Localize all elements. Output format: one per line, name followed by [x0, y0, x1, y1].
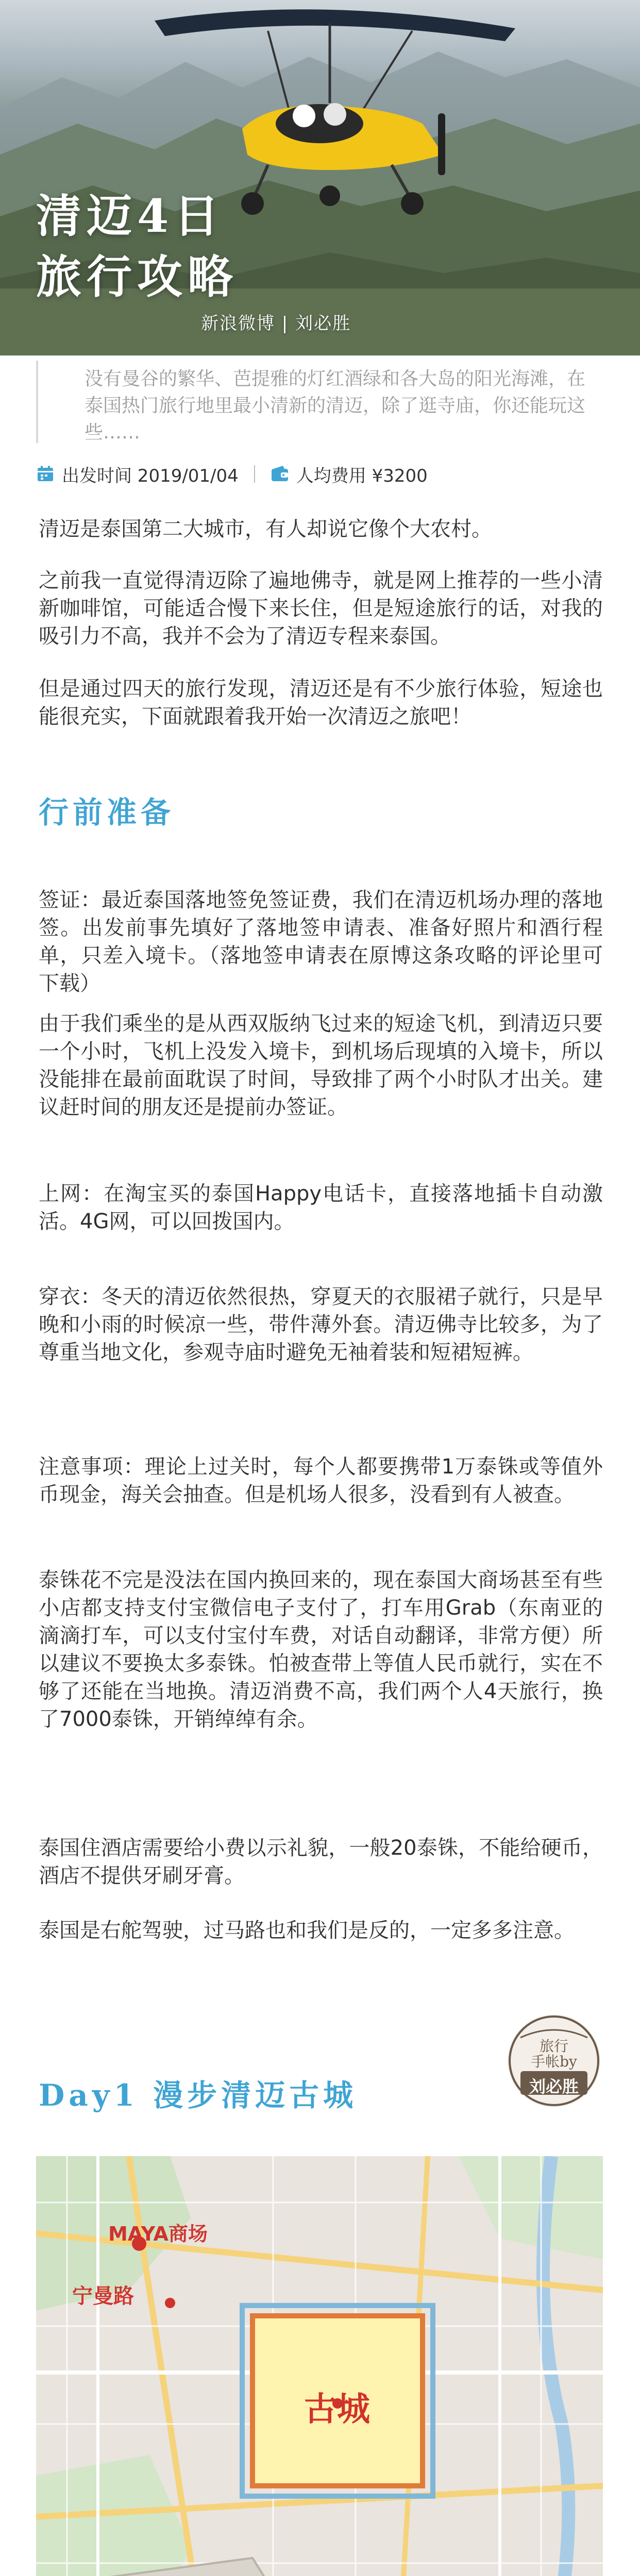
paragraph: 泰国住酒店需要给小费以示礼貌，一般20泰铢，不能给硬币，酒店不提供牙刷牙膏。: [39, 1836, 603, 1888]
departure-label: 出发时间 2019/01/04: [62, 465, 239, 486]
paragraph: 但是通过四天的旅行发现，清迈还是有不少旅行体验，短途也能很充实，下面就跟着我开始一次清迈之旅吧！: [39, 677, 603, 728]
stamp-line1: 旅行: [539, 2038, 568, 2055]
paragraph: 之前我一直觉得清迈除了遍地佛寺，就是网上推荐的一些小清新咖啡馆，可能适合慢下来长住，但是短途旅行的话，对我的吸引力不高，我并不会为了清迈专程来泰国。: [39, 569, 603, 648]
section-heading-day1: Day1 漫步清迈古城: [39, 2078, 358, 2113]
map-label-nimman: 宁曼路: [72, 2284, 134, 2308]
cost-info: [271, 462, 428, 487]
hero-title: [36, 185, 238, 307]
paragraph: 签证：最近泰国落地签免签证费，我们在清迈机场办理的落地签。出发前事先填好了落地签申请表、准备好照片和酒行程单，只差入境卡。（落地签申请表在原博这条攻略的评论里可下载）: [39, 888, 603, 995]
calendar-icon: [36, 465, 55, 483]
paragraph: 由于我们乘坐的是从西双版纳飞过来的短途飞机，到清迈只要一个小时，飞机上没发入境卡，到机场后现填的入境卡，所以没能排在最前面耽误了时间，导致排了两个小时队才出关。建议赶时间的朋友还是提前办签证。: [39, 1012, 603, 1119]
map-label-old-city: 古城: [304, 2391, 370, 2429]
hero-title-line1: 清迈4日: [36, 189, 225, 243]
paragraph: 泰铢花不完是没法在国内换回来的，现在泰国大商场甚至有些小店都支持支付宝微信电子支付了，打车用Grab（东南亚的滴滴打车，可以支付宝付车费，对话自动翻译，非常方便）所以建议不要换太多泰铢。怕被查带上等值人民币就行，实在不够了还能在当地换。清迈消费不高，我们两个人4天旅行，换了7000泰铢，开销绰绰有余。: [39, 1568, 603, 1731]
hero-title-line2: 旅行攻略: [36, 250, 239, 303]
paragraph: 穿衣：冬天的清迈依然很热，穿夏天的衣服裙子就行，只是早晚和小雨的时候凉一些，带件薄外套。清迈佛寺比较多，为了尊重当地文化，参观寺庙时避免无袖着装和短裙短裤。: [39, 1285, 603, 1364]
paragraph: 清迈是泰国第二大城市，有人却说它像个大农村。: [39, 517, 492, 541]
trip-meta: [36, 456, 603, 492]
intro-text: 没有曼谷的繁华、芭提雅的灯红酒绿和各大岛的阳光海滩，在泰国热门旅行地里最小清新的清迈，除了逛寺庙，你还能玩这些……: [85, 368, 586, 443]
departure-info: [36, 462, 239, 487]
paragraph: 泰国是右舵驾驶，过马路也和我们是反的，一定多多注意。: [39, 1919, 575, 1942]
paragraph: 注意事项：理论上过关时，每个人都要携带1万泰铢或等值外币现金，海关会抽查。但是机场人很多，没看到有人被查。: [39, 1455, 603, 1506]
stamp-text: [505, 2039, 603, 2070]
old-city-map: [36, 2156, 603, 2576]
map-label-maya: MAYA商场: [108, 2223, 208, 2245]
stamp-name: 刘必胜: [529, 2077, 579, 2096]
cost-label: 人均费用 ¥3200: [296, 465, 428, 486]
wallet-icon: [271, 465, 289, 483]
intro-quote: [36, 361, 605, 443]
author-stamp: [505, 2012, 603, 2110]
section-heading-prep: 行前准备: [39, 795, 175, 830]
hero-author: 新浪微博 | 刘必胜: [201, 313, 351, 334]
hero-banner: [0, 0, 640, 355]
stamp-line2: 手帐by: [531, 2053, 577, 2070]
paragraph: 上网：在淘宝买的泰国Happy电话卡，直接落地插卡自动激活。4G网，可以回拨国内。: [39, 1182, 603, 1233]
meta-divider: [254, 465, 255, 483]
